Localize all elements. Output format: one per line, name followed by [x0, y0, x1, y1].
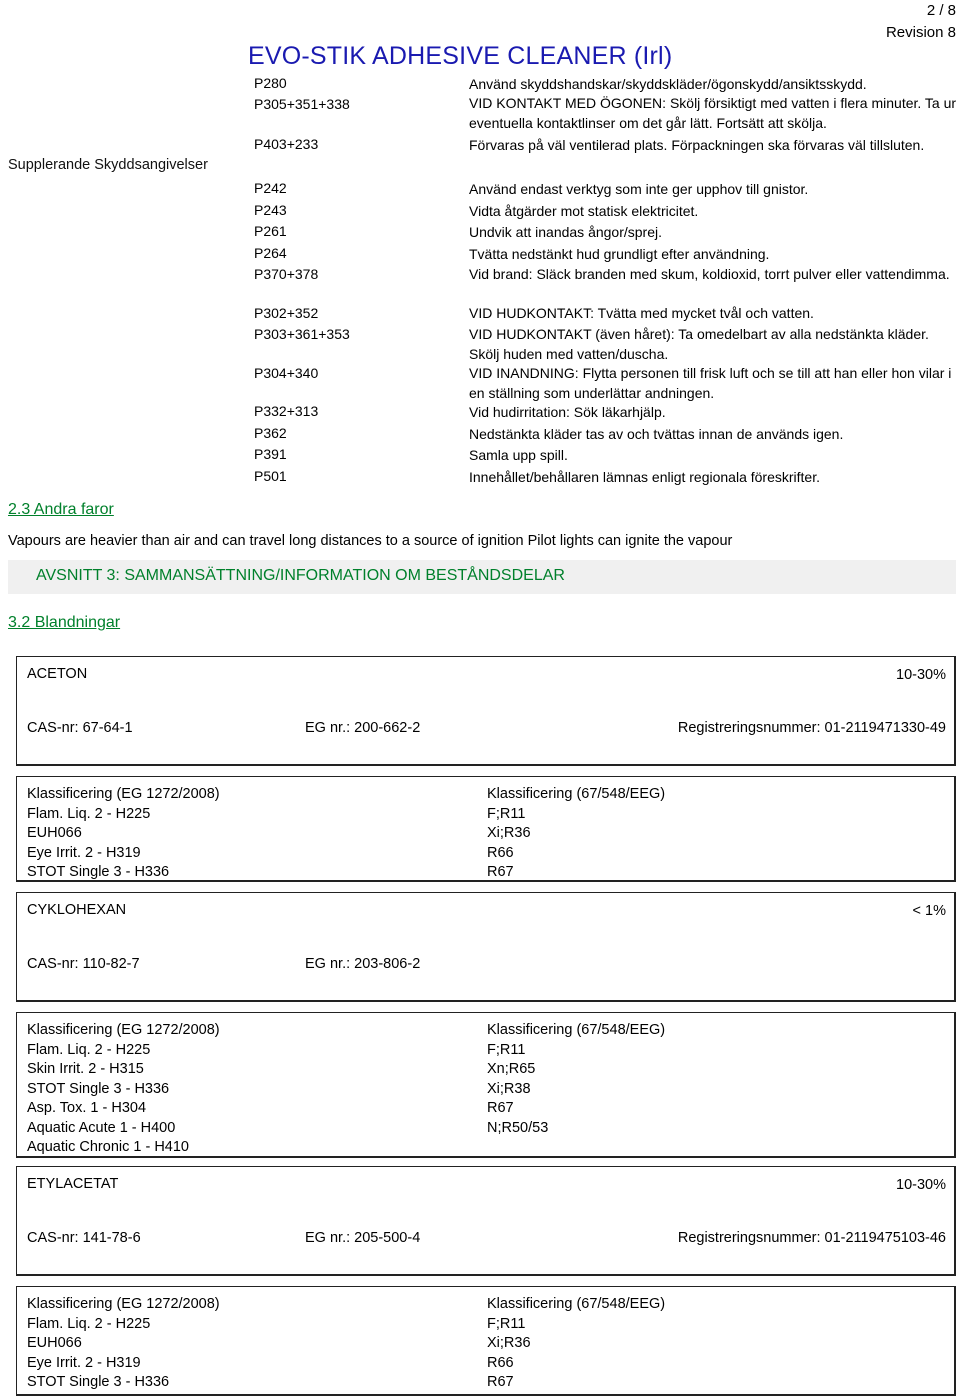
- clp-item: STOT Single 3 - H336: [27, 1080, 170, 1097]
- p-code: P304+340: [254, 365, 319, 381]
- dsd-item: Xi;R36: [487, 1335, 531, 1351]
- substance-name: CYKLOHEXAN: [27, 902, 127, 918]
- p-code: P302+352: [254, 305, 319, 321]
- clp-item: STOT Single 3 - H336: [27, 864, 170, 880]
- section-3-band: [8, 560, 956, 594]
- page-info: [886, 0, 956, 44]
- clp-item: Flam. Liq. 2 - H225: [27, 1315, 151, 1332]
- substance-id-box: [16, 1166, 956, 1276]
- clp-heading: Klassificering (EG 1272/2008): [27, 786, 220, 802]
- substance-id-box: [16, 656, 956, 766]
- p-code: P243: [254, 202, 287, 218]
- clp-item: EUH066: [27, 1335, 82, 1351]
- p-code: P391: [254, 446, 287, 462]
- p-text: Undvik att inandas ångor/sprej.: [469, 224, 662, 240]
- p-text: Använd endast verktyg som inte ger upphov till gnistor.: [469, 181, 809, 197]
- p-text: VID HUDKONTAKT (även håret): Ta omedelbart av alla nedstänkta kläder. Skölj huden med vatten/duscha.: [469, 326, 929, 362]
- document-title: EVO-STIK ADHESIVE CLEANER (Irl): [248, 42, 673, 70]
- p-code: P242: [254, 180, 287, 196]
- dsd-item: R67: [487, 864, 514, 880]
- clp-item: STOT Single 3 - H336: [27, 1374, 170, 1390]
- p-text: VID INANDNING: Flytta personen till frisk luft och se till att han eller hon vilar i en ställning som underlättar andningen.: [469, 365, 952, 401]
- clp-classification: [27, 1295, 220, 1393]
- p-code: P303+361+353: [254, 326, 350, 342]
- revision-number: Revision 8: [885, 24, 956, 41]
- p-text: Vid hudirritation: Sök läkarhjälp.: [469, 404, 666, 420]
- p-text: Vidta åtgärder mot statisk elektricitet.: [469, 203, 699, 219]
- eg-number: EG nr.: 200-662-2: [305, 720, 421, 736]
- section-2-3-heading: 2.3 Andra faror: [8, 501, 114, 518]
- substance-name: ETYLACETAT: [27, 1176, 119, 1192]
- section-3-heading: AVSNITT 3: SAMMANSÄTTNING/INFORMATION OM BESTÅNDSDELAR: [36, 567, 565, 584]
- clp-classification: [27, 785, 220, 883]
- substance-concentration: 10-30%: [896, 667, 946, 683]
- dsd-heading: Klassificering (67/548/EEG): [487, 786, 666, 802]
- cas-number: CAS-nr: 67-64-1: [27, 720, 133, 736]
- dsd-item: F;R11: [487, 1041, 526, 1058]
- dsd-item: N;R50/53: [487, 1119, 549, 1136]
- dsd-classification: [487, 1295, 665, 1393]
- classification-box: [16, 1286, 956, 1396]
- classification-box: [16, 776, 956, 882]
- clp-item: Aquatic Acute 1 - H400: [27, 1119, 176, 1136]
- clp-item: EUH066: [27, 825, 82, 841]
- classification-box: [16, 1012, 956, 1158]
- dsd-item: Xn;R65: [487, 1061, 536, 1077]
- page-number: 2 / 8: [926, 2, 956, 19]
- substance-id-box: [16, 892, 956, 1002]
- dsd-item: F;R11: [487, 805, 526, 822]
- p-text: Vid brand: Släck branden med skum, koldioxid, torrt pulver eller vattendimma.: [469, 266, 950, 282]
- p-code: P403+233: [254, 136, 319, 152]
- eg-number: EG nr.: 203-806-2: [305, 956, 421, 972]
- cas-number: CAS-nr: 141-78-6: [27, 1230, 141, 1246]
- p-text: Innehållet/behållaren lämnas enligt regionala föreskrifter.: [469, 469, 820, 485]
- p-text: Förvaras på väl ventilerad plats. Förpackningen ska förvaras väl tillsluten.: [469, 137, 925, 153]
- registration-number: Registreringsnummer: 01-2119471330-49: [677, 720, 946, 736]
- dsd-item: Xi;R38: [487, 1080, 531, 1097]
- substance-name: ACETON: [27, 666, 88, 682]
- clp-item: Skin Irrit. 2 - H315: [27, 1061, 144, 1077]
- clp-item: Flam. Liq. 2 - H225: [27, 1041, 151, 1058]
- dsd-heading: Klassificering (67/548/EEG): [487, 1296, 666, 1312]
- clp-item: Flam. Liq. 2 - H225: [27, 805, 151, 822]
- p-text: Samla upp spill.: [469, 447, 568, 463]
- clp-item: Aquatic Chronic 1 - H410: [27, 1139, 189, 1155]
- clp-heading: Klassificering (EG 1272/2008): [27, 1296, 220, 1312]
- dsd-item: R66: [487, 844, 514, 861]
- clp-item: Eye Irrit. 2 - H319: [27, 844, 141, 861]
- substance-concentration: < 1%: [912, 903, 946, 919]
- p-code: P501: [254, 468, 287, 484]
- p-text: VID HUDKONTAKT: Tvätta med mycket tvål och vatten.: [469, 305, 814, 321]
- dsd-item: R67: [487, 1100, 514, 1116]
- supplementary-label: Supplerande Skyddsangivelser: [8, 157, 208, 173]
- p-code: P370+378: [254, 266, 319, 282]
- cas-number: CAS-nr: 110-82-7: [27, 956, 140, 972]
- clp-classification: [27, 1021, 220, 1158]
- eg-number: EG nr.: 205-500-4: [305, 1230, 421, 1246]
- clp-item: Eye Irrit. 2 - H319: [27, 1354, 141, 1371]
- p-code: P280: [254, 75, 287, 91]
- p-code: P261: [254, 223, 287, 239]
- p-code: P305+351+338: [254, 96, 350, 112]
- registration-number: Registreringsnummer: 01-2119475103-46: [677, 1230, 946, 1246]
- section-3-2-heading: 3.2 Blandningar: [8, 614, 121, 631]
- dsd-heading: Klassificering (67/548/EEG): [487, 1022, 666, 1038]
- dsd-item: R66: [487, 1354, 514, 1371]
- p-code: P362: [254, 425, 287, 441]
- dsd-item: Xi;R36: [487, 825, 531, 841]
- p-text: Använd skyddshandskar/skyddskläder/ögonskydd/ansiktsskydd.: [469, 76, 867, 92]
- p-text: Nedstänkta kläder tas av och tvättas innan de används igen.: [469, 426, 844, 442]
- other-hazards-text: Vapours are heavier than air and can travel long distances to a source of ignition Pilot lights can ignite the vapour: [8, 533, 733, 549]
- p-code: P264: [254, 245, 287, 261]
- clp-item: Asp. Tox. 1 - H304: [27, 1100, 147, 1116]
- dsd-classification: [487, 1021, 665, 1138]
- p-text: VID KONTAKT MED ÖGONEN: Skölj försiktigt med vatten i flera minuter. Ta ur eventuella kontaktlinser om det går lätt. Fortsätt att skölja.: [469, 95, 957, 131]
- dsd-item: R67: [487, 1374, 514, 1390]
- substance-concentration: 10-30%: [896, 1177, 946, 1193]
- p-code: P332+313: [254, 403, 319, 419]
- dsd-item: F;R11: [487, 1315, 526, 1332]
- p-text: Tvätta nedstänkt hud grundligt efter användning.: [469, 246, 770, 262]
- dsd-classification: [487, 785, 665, 883]
- clp-heading: Klassificering (EG 1272/2008): [27, 1022, 220, 1038]
